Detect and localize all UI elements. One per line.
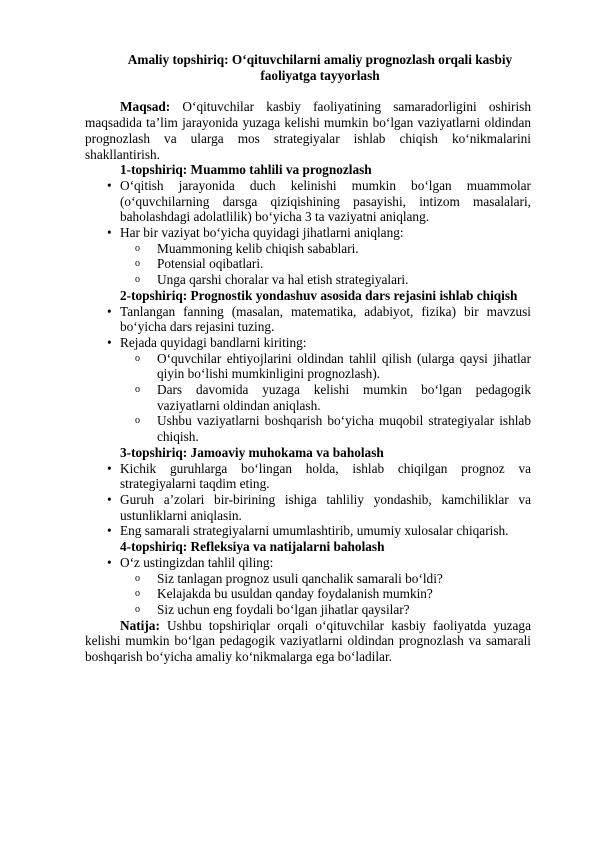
list-item [85,178,531,225]
list-item-text: Har bir vaziyat bo‘yicha quyidagi jihatlarni aniqlang: [120,225,404,241]
sub-list-item [120,272,531,288]
list-item-text: Rejada quyidagi bandlarni kiriting: [120,334,307,350]
circle-bullet-icon: o [135,384,140,396]
circle-bullet-icon: o [135,603,140,615]
sub-list-item-text: Siz uchun eng foydali bo‘lgan jihatlar qaysilar? [157,601,410,617]
sub-list-item-text: Muammoning kelib chiqish sabablari. [157,240,359,256]
bullet-icon: • [107,523,112,539]
circle-bullet-icon: o [135,242,140,254]
task-heading-4: 4-topshiriq: Refleksiya va natijalarni baholash [120,539,385,555]
goal-text: O‘qituvchilar kasbiy faoliyatining samaradorligini oshirish maqsadida ta’lim jarayonida yuzaga kelishi mumkin bo‘lgan vaziyatlarni oldindan prognozlash va ularga mos strategiyalar ishlab chiqish ko‘nikmalarini shakllantirish. [85,99,531,162]
sub-list-item-text: Kelajakda bu usuldan qanday foydalanish mumkin? [157,586,433,602]
goal-label: Maqsad: [120,99,171,115]
list-item-text: O‘z ustingizdan tahlil qiling: [120,554,274,570]
sub-list-item-text: Ushbu vaziyatlarni boshqarish bo‘yicha muqobil strategiyalar ishlab chiqish. [157,413,531,445]
list-item [85,555,531,618]
sub-list-item [120,586,531,602]
result-text: Ushbu topshiriqlar orqali o‘qituvchilar kasbiy faoliyatda yuzaga kelishi mumkin bo‘lgan pedagogik vaziyatlarni oldindan prognozlash va samarali boshqarish bo‘yicha amaliy ko‘nikmalarga ega bo‘ladilar. [85,617,531,665]
sub-list-item-text: O‘quvchilar ehtiyojlarini oldindan tahlil qilish (ularga qaysi jihatlar qiyin bo‘lishi mumkinligini prognozlash). [157,350,531,382]
sub-list [120,241,531,288]
sub-list-item-text: Unga qarshi choralar va hal etish strategiyalari. [157,272,409,288]
task-4-list [85,555,531,618]
list-item [85,523,531,539]
list-item-text: O‘qitish jarayonida duch kelinishi mumkin bo‘lgan muammolar (o‘quvchilarning darsga qiziqishining pasayishi, intizom masalalari, baholashdagi adolatlilik) bo‘yicha 3 ta vaziyatni aniqlang. [120,177,531,225]
result-label: Natija: [120,617,160,633]
circle-bullet-icon: o [135,352,140,364]
bullet-icon: • [107,334,112,350]
sub-list-item [120,382,531,413]
task-heading-2: 2-topshiriq: Prognostik yondashuv asosida dars rejasini ishlab chiqish [120,287,518,303]
bullet-icon: • [107,225,112,241]
sub-list [120,351,531,445]
task-heading-3: 3-topshiriq: Jamoaviy muhokama va baholash [120,444,384,460]
sub-list-item-text: Siz tanlagan prognoz usuli qanchalik samarali bo‘ldi? [157,570,443,586]
task-2-list [85,304,531,445]
sub-list-item [120,351,531,382]
list-item [85,304,531,335]
bullet-icon: • [107,554,112,570]
bullet-icon: • [107,460,112,476]
circle-bullet-icon: o [135,258,140,270]
sub-list [120,571,531,618]
tasks-container [85,162,531,617]
sub-list-item [120,256,531,272]
list-item-text: Kichik guruhlarga bo‘lingan holda, ishlab chiqilgan prognoz va strategiyalarni taqdim eting. [120,460,531,492]
circle-bullet-icon: o [135,588,140,600]
document-title: Amaliy topshiriq: O‘qituvchilarni amaliy prognozlash orqali kasbiy faoliyatga tayyorlash [127,52,513,83]
list-item [85,335,531,445]
task-heading-1: 1-topshiriq: Muammo tahlili va prognozlash [120,162,372,178]
list-item-text: Tanlangan fanning (masalan, matematika, adabiyot, fizika) bir mavzusi bo‘yicha dars rejasini tuzing. [120,303,531,335]
bullet-icon: • [107,303,112,319]
sub-list-item-text: Potensial oqibatlari. [157,256,264,272]
list-item [85,461,531,492]
list-item [85,225,531,288]
task-1-list [85,178,531,288]
sub-list-item [120,602,531,618]
sub-list-item [120,571,531,587]
list-item-text: Guruh a’zolari bir-birining ishiga tahliliy yondashib, kamchiliklar va ustunliklarni aniqlasin. [120,491,531,523]
circle-bullet-icon: o [135,274,140,286]
list-item [85,492,531,523]
sub-list-item [120,413,531,444]
circle-bullet-icon: o [135,572,140,584]
sub-list-item-text: Dars davomida yuzaga kelishi mumkin bo‘lgan pedagogik vaziyatlarni oldindan aniqlash. [157,382,531,413]
bullet-icon: • [107,491,112,507]
task-3-list [85,461,531,540]
sub-list-item [120,241,531,257]
circle-bullet-icon: o [135,415,140,427]
goal-paragraph [85,99,531,162]
bullet-icon: • [107,177,112,193]
result-paragraph [85,618,531,665]
document-page [85,52,531,665]
list-item-text: Eng samarali strategiyalarni umumlashtirib, umumiy xulosalar chiqarish. [120,523,509,539]
